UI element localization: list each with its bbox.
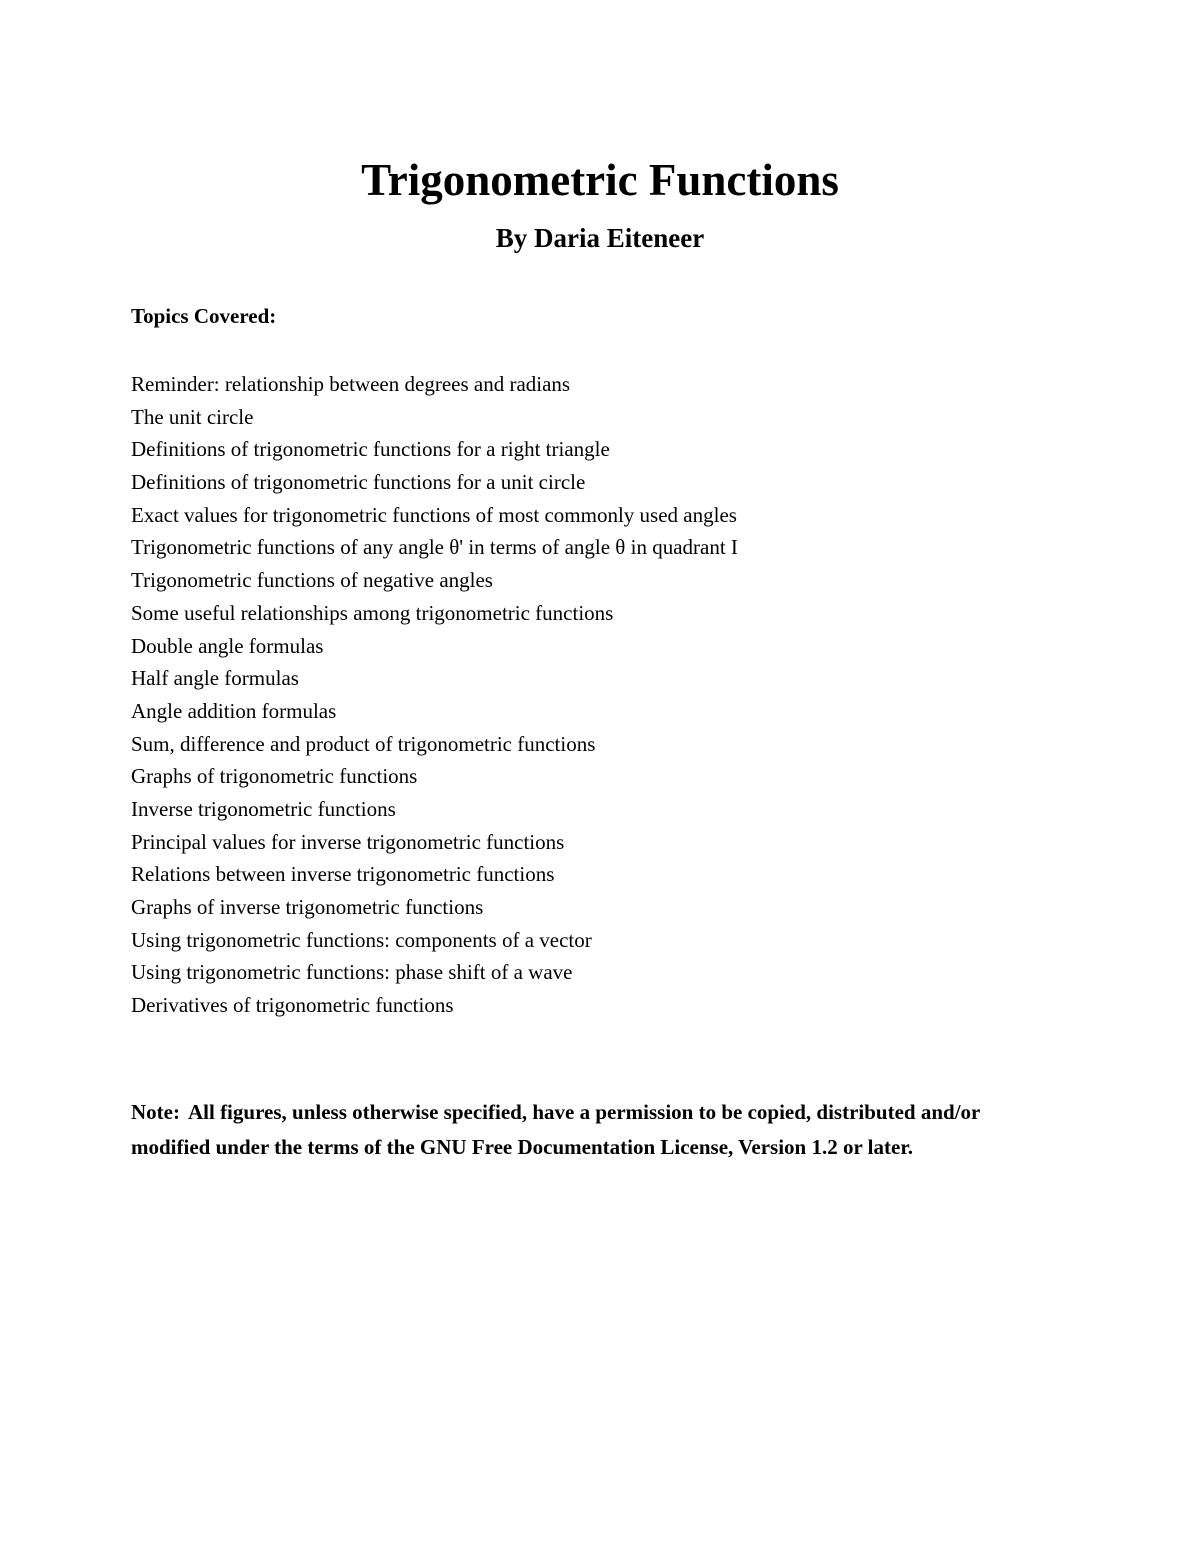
note-label: Note: [131, 1100, 180, 1124]
topic-item: Exact values for trigonometric functions of most commonly used angles [131, 502, 737, 527]
topic-item: Relations between inverse trigonometric functions [131, 862, 555, 887]
topic-item: Derivatives of trigonometric functions [131, 993, 454, 1018]
topic-item: Some useful relationships among trigonometric functions [131, 600, 614, 625]
license-note [131, 1095, 1051, 1165]
topic-item: The unit circle [131, 404, 254, 429]
topic-item: Graphs of trigonometric functions [131, 764, 418, 789]
topic-item: Trigonometric functions of negative angles [131, 568, 493, 593]
topic-item: Inverse trigonometric functions [131, 796, 396, 821]
topic-item: Reminder: relationship between degrees and radians [131, 372, 571, 396]
topic-item: Angle addition formulas [131, 698, 337, 723]
topic-item: Trigonometric functions of any angle θ' in terms of angle θ in quadrant I [131, 535, 738, 560]
topic-item: Definitions of trigonometric functions for a unit circle [131, 470, 586, 495]
note-text: All figures, unless otherwise specified, have a permission to be copied, distributed and/or modified under the terms of the GNU Free Documentation License, Version 1.2 or later. [131, 1100, 980, 1159]
topic-item: Definitions of trigonometric functions for a right triangle [131, 437, 610, 462]
topic-item: Half angle formulas [131, 666, 299, 691]
document-author: By Daria Eiteneer [495, 223, 705, 253]
topic-item: Double angle formulas [131, 633, 324, 658]
topic-item: Using trigonometric functions: phase shift of a wave [131, 960, 573, 985]
document-title: Trigonometric Functions [361, 155, 839, 205]
topic-item: Sum, difference and product of trigonometric functions [131, 731, 596, 756]
topic-item: Graphs of inverse trigonometric functions [131, 895, 484, 919]
topic-item: Principal values for inverse trigonometric functions [131, 829, 565, 854]
topics-list [131, 368, 738, 1022]
topics-heading: Topics Covered: [131, 304, 277, 328]
topic-item: Using trigonometric functions: components of a vector [131, 927, 592, 952]
